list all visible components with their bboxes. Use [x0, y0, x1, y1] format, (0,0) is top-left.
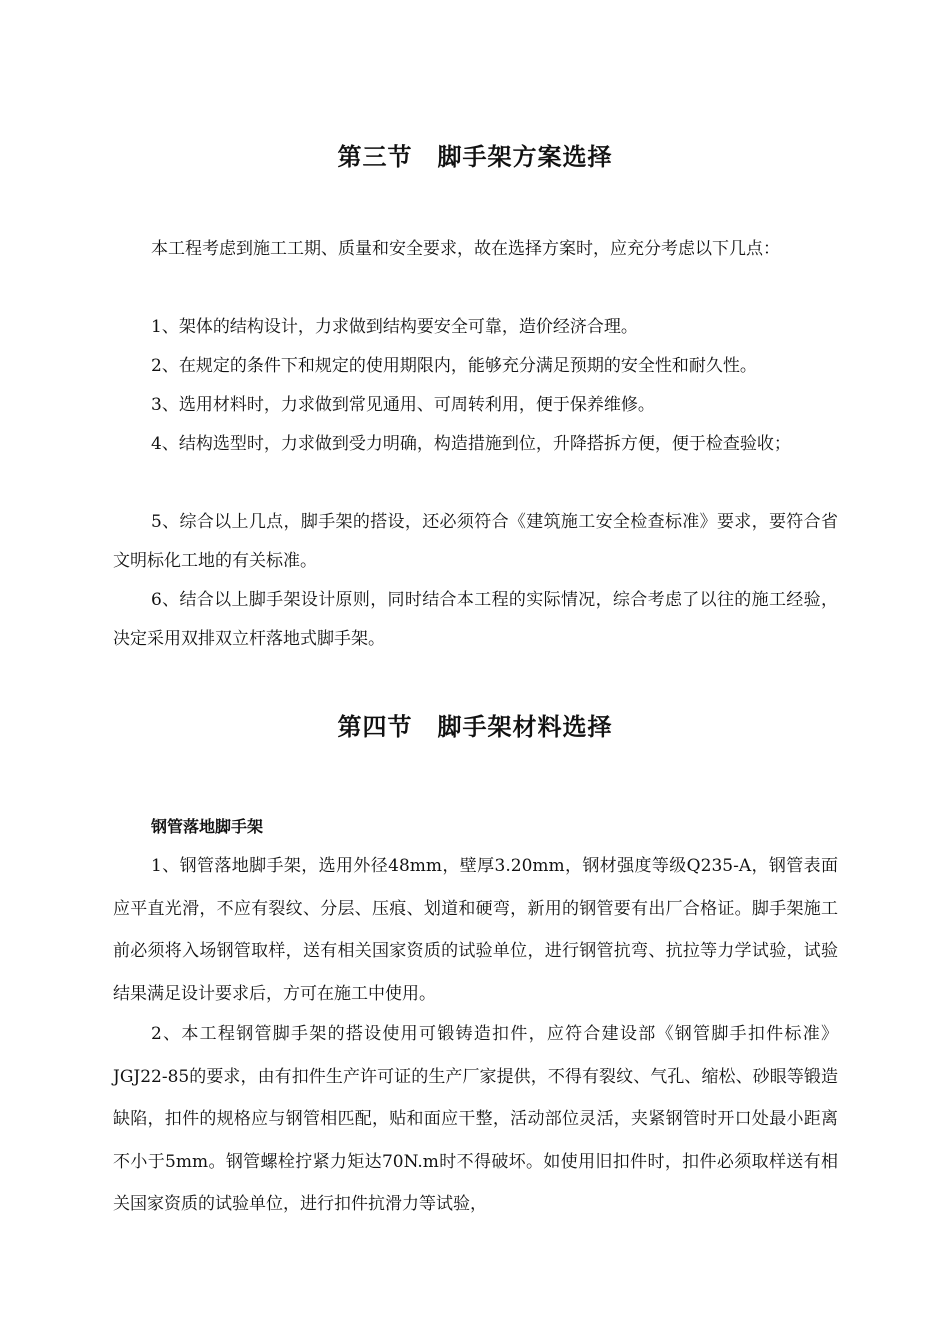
- section-4-item-1: 1、钢管落地脚手架，选用外径48mm，壁厚3.20mm，钢材强度等级Q235-A，钢管表面应平直光滑，不应有裂纹、分层、压痕、划道和硬弯，新用的钢管要有出厂合格证。脚手架施工前必须将入场钢管取样，送有相关国家资质的试验单位，进行钢管抗弯、抗拉等力学试验，试验结果满足设计要求后，方可在施工中使用。: [113, 856, 838, 1004]
- section-4-item-2: 2、本工程钢管脚手架的搭设使用可锻铸造扣件，应符合建设部《钢管脚手扣件标准》JGJ22-85的要求，由有扣件生产许可证的生产厂家提供，不得有裂纹、气孔、缩松、砂眼等锻造缺陷，扣件的规格应与钢管相匹配，贴和面应干整，活动部位灵活，夹紧钢管时开口处最小距离不小于5mm。钢管螺栓拧紧力矩达70N.m时不得破坏。如使用旧扣件时，扣件必须取样送有相关国家资质的试验单位，进行扣件抗滑力等试验，: [113, 1024, 838, 1215]
- section-3-intro: 本工程考虑到施工工期、质量和安全要求，故在选择方案时，应充分考虑以下几点：: [151, 239, 780, 259]
- section-3-item-2: 2、在规定的条件下和规定的使用期限内，能够充分满足预期的安全性和耐久性。: [151, 356, 757, 376]
- section-3-item-6: 6、结合以上脚手架设计原则，同时结合本工程的实际情况，综合考虑了以往的施工经验，决定采用双排双立杆落地式脚手架。: [113, 590, 838, 649]
- section-3-item-5: 5、综合以上几点，脚手架的搭设，还必须符合《建筑施工安全检查标准》要求，要符合省文明标化工地的有关标准。: [113, 512, 838, 571]
- section-4-subheading: 钢管落地脚手架: [151, 817, 264, 836]
- section-3-item-4: 4、结构选型时，力求做到受力明确，构造措施到位，升降搭拆方便，便于检查验收；: [151, 434, 791, 454]
- section-3-item-3: 3、选用材料时，力求做到常见通用、可周转利用，便于保养维修。: [151, 395, 655, 415]
- section-4-title: 第四节 脚手架材料选择: [337, 713, 613, 741]
- section-3-item-1: 1、架体的结构设计，力求做到结构要安全可靠，造价经济合理。: [151, 317, 638, 337]
- section-3-title: 第三节 脚手架方案选择: [337, 143, 613, 171]
